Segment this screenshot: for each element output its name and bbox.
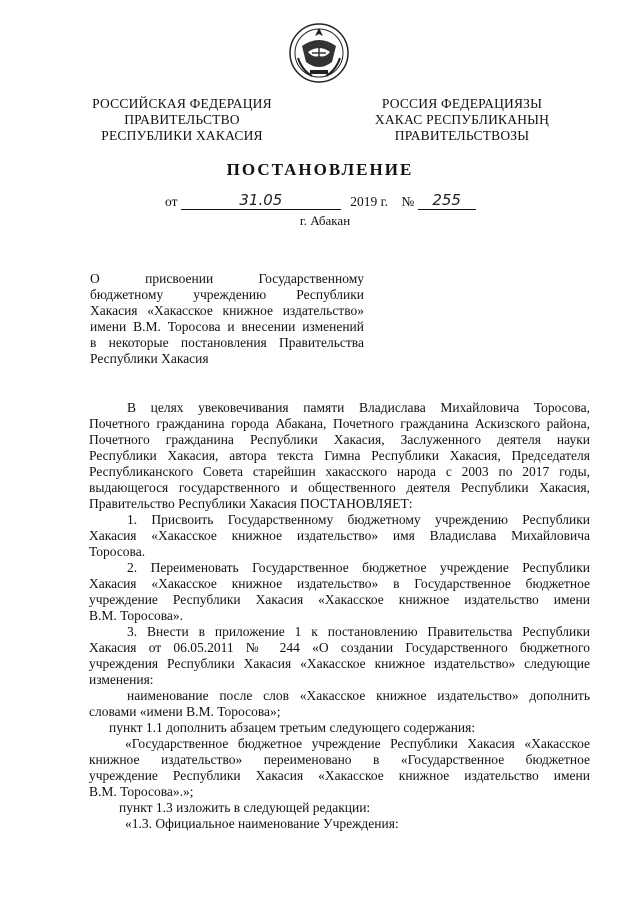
header-right-line: ХАКАС РЕСПУБЛИКАНЫҢ <box>374 112 550 127</box>
document-title: ПОСТАНОВЛЕНИЕ <box>226 160 414 179</box>
header-right-line: ПРАВИТЕЛЬСТВОЗЫ <box>394 128 530 143</box>
body-line: Торосова. <box>89 544 146 559</box>
body-line: В.М. Торосова».»; <box>89 784 194 799</box>
body-line: «1.3. Официальное наименование Учреждения: <box>125 816 399 831</box>
body-line: В.М. Торосова». <box>89 608 184 623</box>
body-line: учреждение Республики Хакасия «Хакасское книжное издательство имени <box>89 768 590 783</box>
body-line: Почетного гражданина Республики Хакасия, Заслуженного деятеля науки <box>89 432 590 447</box>
document-body <box>89 400 590 832</box>
body-line: словами «имени В.М. Торосова»; <box>89 704 281 719</box>
body-line: 2. Переименовать Государственное бюджетное учреждение Республики <box>127 560 590 575</box>
body-line: Почетного гражданина города Абакана, Почетного гражданина Аскизского района, <box>89 416 590 431</box>
body-line: В целях увековечивания памяти Владислава Михайловича Торосова, <box>127 400 590 415</box>
handwritten-date: 31.05 <box>181 192 341 210</box>
body-line: 1. Присвоить Государственному бюджетному учреждению Республики <box>127 512 590 527</box>
subject-line: Республики Хакасия <box>90 351 209 366</box>
body-line: Правительство Республики Хакасия ПОСТАНОВЛЯЕТ: <box>89 496 413 511</box>
header-right-line: РОССИЯ ФЕДЕРАЦИЯЗЫ <box>381 96 543 111</box>
body-line: Хакасия «Хакасское книжное издательство» имя Владислава Михайловича <box>89 528 590 543</box>
body-line: Хакасия от 06.05.2011 № 244 «О создании Государственного бюджетного <box>89 640 590 655</box>
handwritten-number: 255 <box>418 192 476 210</box>
header-left-line: ПРАВИТЕЛЬСТВО <box>124 112 240 127</box>
subject-line: Хакасия «Хакасское книжное издательство» <box>90 303 364 318</box>
body-line: пункт 1.3 изложить в следующей редакции: <box>119 800 371 815</box>
date-line <box>165 192 476 210</box>
body-line: книжное издательство» переименовано в «Государственное бюджетное <box>89 752 590 767</box>
header-left-ru <box>82 96 282 144</box>
subject-block <box>90 271 364 367</box>
number-sign: № <box>401 194 415 209</box>
header-left-line: РЕСПУБЛИКИ ХАКАСИЯ <box>101 128 263 143</box>
body-line: выдающегося государственного и общественного деятеля Республики Хакасия, <box>89 480 590 495</box>
subject-line: имени В.М. Торосова и внесении изменений <box>90 319 364 334</box>
body-line: пункт 1.1 дополнить абзацем третьим следующего содержания: <box>109 720 476 735</box>
city-label: г. Абакан <box>299 213 351 228</box>
body-line: Республики Хакасия, автора текста Гимна Республики Хакасия, Председателя <box>89 448 590 463</box>
body-line: «Государственное бюджетное учреждение Республики Хакасия «Хакасское <box>125 736 590 751</box>
year-label: 2019 г. <box>350 194 388 209</box>
body-line: изменения: <box>89 672 154 687</box>
body-line: Хакасия «Хакасское книжное издательство» в Государственное бюджетное <box>89 576 590 591</box>
subject-line: в некоторые постановления Правительства <box>90 335 364 350</box>
body-line: Республиканского Совета старейшин хакасского народа с 2003 по 2017 годы, <box>89 464 590 479</box>
body-line: учреждение Республики Хакасия «Хакасское книжное издательство имени <box>89 592 590 607</box>
header-right-kjh <box>362 96 562 144</box>
coat-of-arms-emblem <box>288 22 350 84</box>
body-line: наименование после слов «Хакасское книжное издательство» дополнить <box>127 688 590 703</box>
subject-line: бюджетному учреждению Республики <box>90 287 364 302</box>
body-line: учреждения Республики Хакасия «Хакасское книжное издательство» следующие <box>89 656 590 671</box>
subject-line: О присвоении Государственному <box>90 271 364 286</box>
body-line: 3. Внести в приложение 1 к постановлению Правительства Республики <box>127 624 590 639</box>
date-prefix: от <box>165 194 178 209</box>
header-left-line: РОССИЙСКАЯ ФЕДЕРАЦИЯ <box>92 96 272 111</box>
